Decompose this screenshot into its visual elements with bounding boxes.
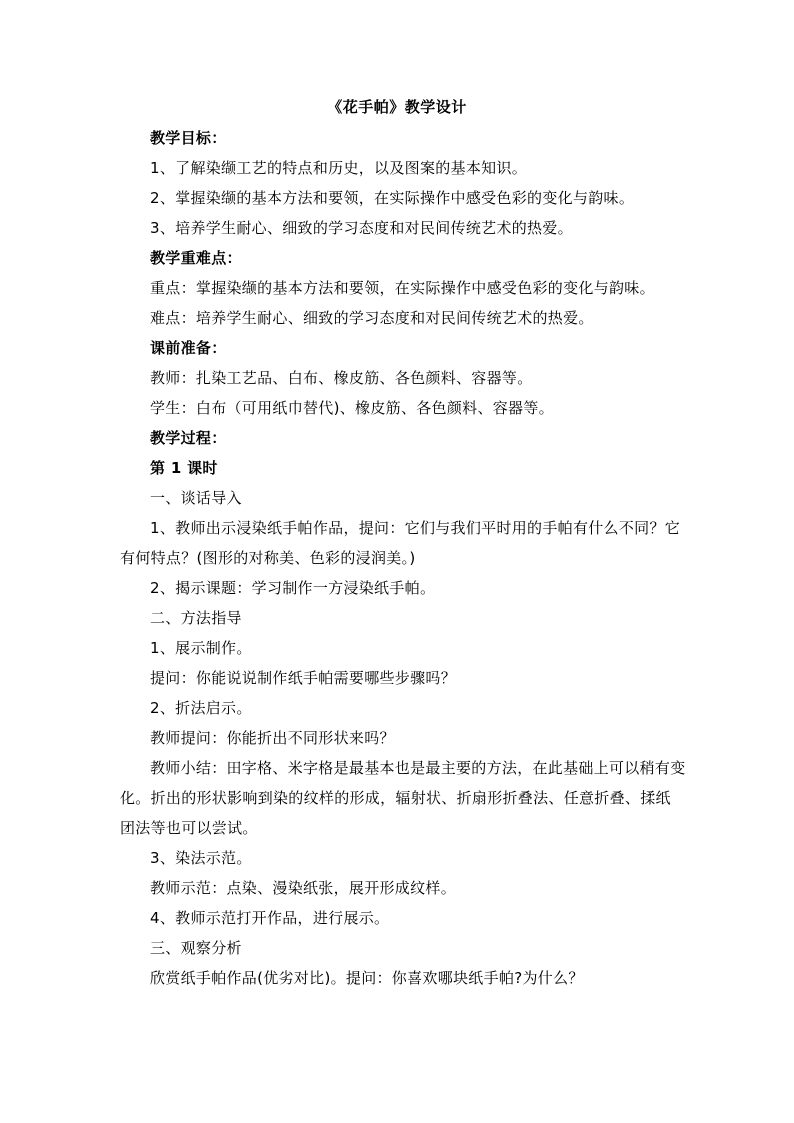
paragraph: 2、掌握染缬的基本方法和要领，在实际操作中感受色彩的变化与韵味。	[150, 189, 635, 207]
paragraph: 教师提问：你能折出不同形状来吗？	[150, 729, 395, 747]
paragraph: 一、谈话导入	[150, 489, 242, 507]
paragraph: 2、折法启示。	[150, 699, 252, 717]
section-heading: 教学过程：	[150, 429, 227, 447]
paragraph: 二、方法指导	[150, 609, 242, 627]
paragraph: 4、教师示范打开作品，进行展示。	[150, 909, 390, 927]
paragraph: 1、教师出示浸染纸手帕作品，提问：它们与我们平时用的手帕有什么不同？它有何特点？(图形的对称美、色彩的浸润美。)	[120, 519, 681, 567]
paragraph: 教师示范：点染、漫染纸张，展开形成纹样。	[150, 879, 457, 897]
document-body	[120, 123, 686, 993]
paragraph: 1、了解染缬工艺的特点和历史，以及图案的基本知识。	[150, 159, 528, 177]
section-heading: 第 1 课时	[150, 459, 218, 477]
section-heading: 教学重难点：	[150, 249, 242, 267]
paragraph: 学生：白布（可用纸巾替代)、橡皮筋、各色颜料、容器等。	[150, 399, 554, 417]
paragraph: 3、培养学生耐心、细致的学习态度和对民间传统艺术的热爱。	[150, 219, 573, 237]
paragraph: 欣赏纸手帕作品(优劣对比)。提问：你喜欢哪块纸手帕?为什么？	[150, 969, 584, 987]
paragraph: 三、观察分析	[150, 939, 242, 957]
paragraph: 1、展示制作。	[150, 639, 252, 657]
paragraph: 难点：培养学生耐心、细致的学习态度和对民间传统艺术的热爱。	[150, 309, 594, 327]
paragraph: 3、染法示范。	[150, 849, 252, 867]
section-heading: 教学目标：	[150, 129, 227, 147]
paragraph: 2、揭示课题：学习制作一方浸染纸手帕。	[150, 579, 436, 597]
paragraph: 重点：掌握染缬的基本方法和要领，在实际操作中感受色彩的变化与韵味。	[150, 279, 655, 297]
paragraph: 教师小结：田字格、米字格是最基本也是最主要的方法，在此基础上可以稍有变化。折出的形状影响到染的纹样的形成，辐射状、折扇形折叠法、任意折叠、揉纸团法等也可以尝试。	[120, 759, 686, 837]
section-heading: 课前准备：	[150, 339, 227, 357]
paragraph: 教师：扎染工艺品、白布、橡皮筋、各色颜料、容器等。	[150, 369, 533, 387]
paragraph: 提问：你能说说制作纸手帕需要哪些步骤吗？	[150, 669, 457, 687]
document-title: 《花手帕》教学设计	[327, 98, 467, 116]
